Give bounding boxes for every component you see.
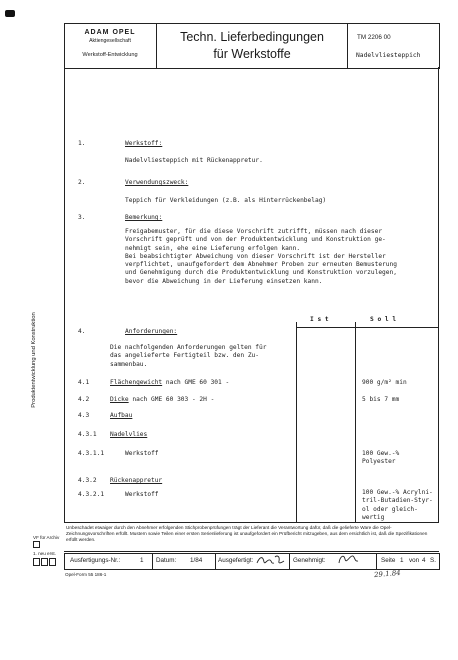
row-4-1-number: 4.1 bbox=[78, 379, 90, 386]
ist-header: I s t bbox=[310, 316, 329, 323]
row-4-3-1-1-label: Werkstoff bbox=[125, 450, 159, 457]
seite-label: Seite bbox=[381, 557, 396, 564]
section-4-heading: Anforderungen: bbox=[125, 328, 178, 335]
handwritten-date: 29.1.84 bbox=[373, 568, 402, 580]
doc-subject: Nadelvliesteppich bbox=[356, 52, 421, 59]
doc-title-line2: für Werkstoffe bbox=[213, 47, 291, 61]
row-4-3-2-1-soll: 100 Gew.-% Acrylni- tril-Butadien-Styr- ol oder gleich- wertig bbox=[362, 489, 433, 521]
section-1-text: Nadelvliesteppich mit Rückenappretur. bbox=[125, 157, 263, 164]
seite-value: 1 bbox=[400, 557, 404, 564]
section-3-heading: Bemerkung: bbox=[125, 214, 163, 221]
footer-note-rule bbox=[64, 551, 439, 552]
section-2-number: 2. bbox=[78, 179, 86, 186]
row-4-2-suffix: nach GME 60 303 - 2H - bbox=[128, 396, 215, 403]
row-4-3-2-label: Rückenappretur bbox=[110, 477, 163, 484]
section-3-line: nehmigt sein, ehe eine Lieferung erfolgen kann. bbox=[125, 244, 301, 252]
row-4-3-1-1-soll: 100 Gew.-% Polyester bbox=[362, 450, 400, 466]
row-4-3-1-label: Nadelvlies bbox=[110, 431, 148, 438]
row-4-1-suffix: nach GME 60 301 - bbox=[162, 379, 230, 386]
section-3-number: 3. bbox=[78, 214, 86, 221]
columns-header-rule bbox=[296, 327, 438, 328]
section-2-heading: Verwendungszweck: bbox=[125, 179, 189, 186]
section-1-number: 1. bbox=[78, 140, 86, 147]
s-label: S. bbox=[430, 557, 436, 564]
department: Werkstoff-Entwicklung bbox=[82, 52, 138, 58]
doc-number: TM 2206 00 bbox=[357, 34, 391, 41]
ausgefertigt-label: Ausgefertigt: bbox=[218, 557, 254, 564]
archive-label: VF für Archiv bbox=[33, 535, 60, 540]
company-name: ADAM OPEL bbox=[84, 29, 136, 36]
footer-divider bbox=[152, 553, 153, 569]
doc-title-line1: Techn. Lieferbedingungen bbox=[180, 30, 324, 44]
section-4-line: das angelieferte Fertigteil bzw. den Zu- bbox=[110, 352, 260, 360]
revision-box bbox=[33, 558, 40, 566]
section-4-body bbox=[110, 344, 266, 369]
soll-column-line bbox=[355, 322, 356, 522]
section-1-heading: Werkstoff: bbox=[125, 140, 163, 147]
row-4-3-label: Aufbau bbox=[110, 412, 133, 419]
frame-left bbox=[64, 67, 65, 522]
row-4-3-1-1-number: 4.3.1.1 bbox=[78, 450, 105, 457]
section-2-text: Teppich für Verkleidungen (z.B. als Hinterrückenbelag) bbox=[125, 197, 327, 204]
row-4-2-term: Dicke bbox=[110, 396, 129, 403]
section-3-line: bevor die Abweichung in der Lieferung einsetzen kann. bbox=[125, 277, 323, 285]
revision-label: 1. neu erst. bbox=[33, 551, 56, 556]
section-4-number: 4. bbox=[78, 328, 86, 335]
row-4-1-term: Flächengewicht bbox=[110, 379, 163, 386]
revision-box bbox=[49, 558, 56, 566]
von-value: 4 bbox=[422, 557, 426, 564]
ausgefertigt-signature bbox=[255, 553, 287, 567]
datum-label: Datum: bbox=[156, 557, 177, 564]
revision-box bbox=[41, 558, 48, 566]
datum-value: 1/84 bbox=[190, 557, 203, 564]
footer-divider bbox=[376, 553, 377, 569]
soll-header: S o l l bbox=[370, 316, 397, 323]
side-department-label: Produktentwicklung und Konstruktion bbox=[31, 312, 37, 408]
section-3-line: Freigabemuster, für die diese Vorschrift zutrifft, müssen nach dieser bbox=[125, 228, 383, 235]
row-4-2-number: 4.2 bbox=[78, 396, 90, 403]
row-4-3-2-1-label: Werkstoff bbox=[125, 491, 159, 498]
row-4-1-soll: 900 g/m² min bbox=[362, 379, 407, 386]
row-4-3-2-number: 4.3.2 bbox=[78, 477, 97, 484]
ausfertigung-value: 1 bbox=[140, 557, 144, 564]
row-4-3-2-1-number: 4.3.2.1 bbox=[78, 491, 105, 498]
row-4-2-soll: 5 bis 7 mm bbox=[362, 396, 400, 403]
section-4-line: Die nachfolgenden Anforderungen gelten für bbox=[110, 344, 267, 351]
section-3-line: und Genehmigung durch die Produktentwicklung und Konstruktion vorzulegen, bbox=[125, 269, 397, 277]
genehmigt-signature bbox=[336, 552, 362, 566]
footer-note: Unbeschadet etwaiger durch den Abnehmer erfolgenden Stichprobenprüfungen trägt der Lieferant die Verantwortung dafür, daß die gelieferte Ware die Opel-Zeichnungsvorschriften erfüllt. Mustern sowie Teilen einer ersten Serienlieferung ist unaufgefordert ein Prüfbericht mitzugeben, aus dem ersichtlich ist, daß die Spezifikationen erfüllt werden. bbox=[66, 525, 428, 542]
row-4-3-number: 4.3 bbox=[78, 412, 90, 419]
section-3-line: Bei beabsichtigter Abweichung von dieser Vorschrift ist der Hersteller bbox=[125, 252, 386, 260]
section-3-body bbox=[125, 228, 397, 286]
opel-form-label: Opel-Form 55 186-1 bbox=[65, 572, 107, 577]
section-3-line: verpflichtet, unaufgefordert dem Abnehmer Proben zur erneuten Bemusterung bbox=[125, 261, 397, 269]
archive-box bbox=[33, 541, 40, 548]
footer-divider bbox=[215, 553, 216, 569]
row-4-1-label bbox=[110, 379, 229, 387]
ist-column-line bbox=[296, 322, 297, 522]
company-sub: Aktiengesellschaft bbox=[89, 38, 131, 44]
ausfertigung-label: Ausfertigungs-Nr.: bbox=[70, 557, 121, 564]
genehmigt-label: Genehmigt: bbox=[293, 557, 326, 564]
section-3-line: Vorschrift geprüft und von der Produktentwicklung und Konstruktion ge- bbox=[125, 236, 386, 244]
section-4-line: sammenbau. bbox=[110, 360, 148, 368]
von-label: von bbox=[409, 557, 420, 564]
footer-divider bbox=[289, 553, 290, 569]
revision-boxes bbox=[33, 558, 63, 566]
corner-mark bbox=[5, 10, 15, 17]
row-4-3-1-number: 4.3.1 bbox=[78, 431, 97, 438]
row-4-2-label bbox=[110, 396, 214, 404]
header-divider-2 bbox=[347, 23, 348, 68]
frame-right bbox=[438, 67, 439, 522]
